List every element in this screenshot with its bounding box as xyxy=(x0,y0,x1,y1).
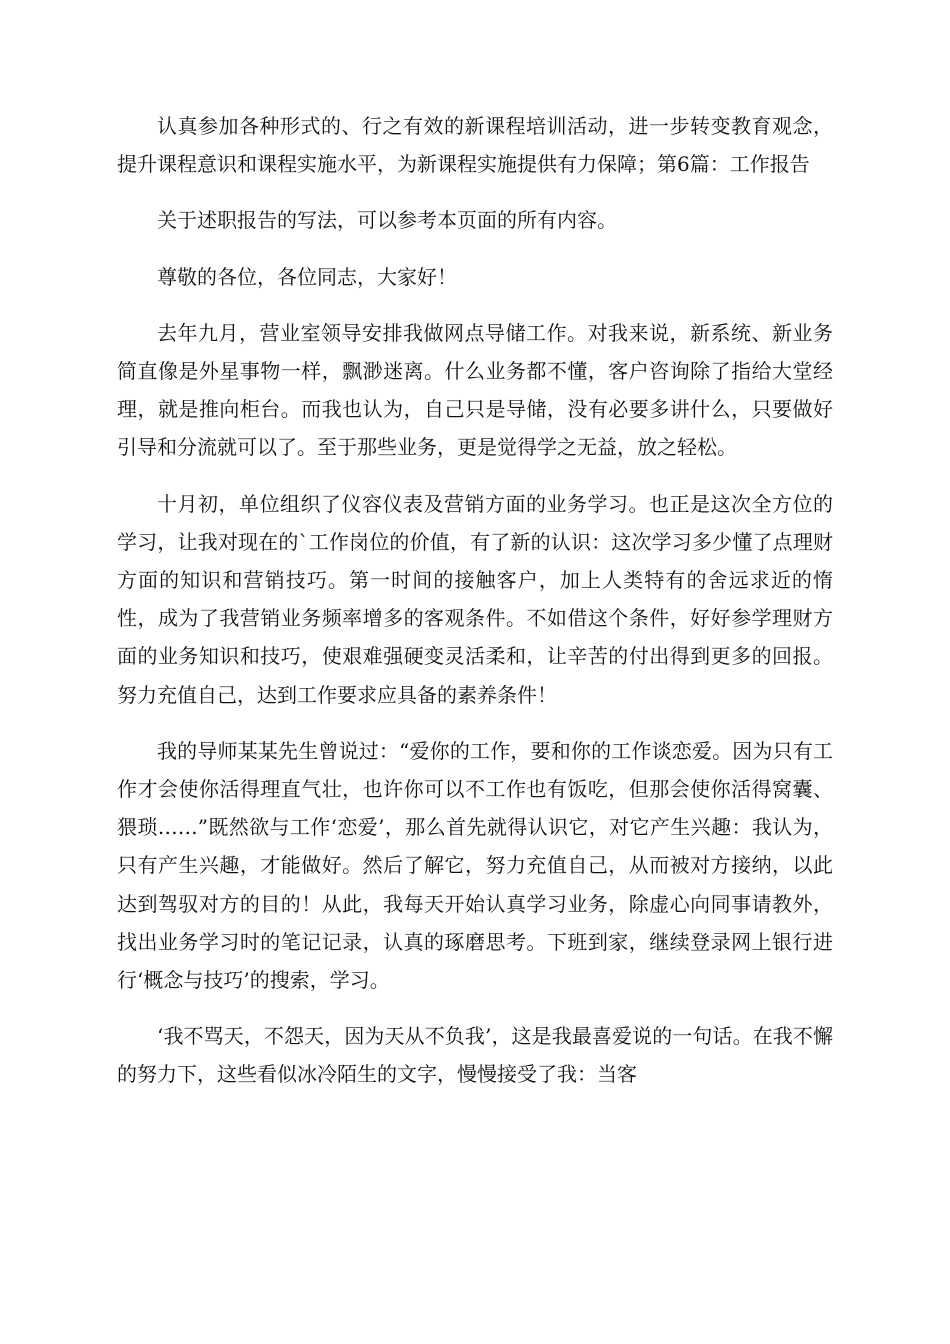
paragraph-motto: ‘我不骂天，不怨天，因为天从不负我’，这是我最喜爱说的一句话。在我不懈的努力下，这些看似冰冷陌生的文字，慢慢接受了我：当客 xyxy=(117,1024,833,1087)
paragraph-intro: 关于述职报告的写法，可以参考本页面的所有内容。 xyxy=(157,208,617,233)
paragraph-mentor: 我的导师某某先生曾说过：“爱你的工作，要和你的工作谈恋爱。因为只有工作才会使你活得理直气壮，也许你可以不工作也有饭吃，但那会使你活得窝囊、猥琐……”既然欲与工作‘恋爱’，那么首先就得认识它，对它产生兴趣：我认为，只有产生兴趣，才能做好。然后了解它，努力充值自己，从而被对方接纳，以此达到驾驭对方的目的！从此，我每天开始认真学习业务，除虚心向同事请教外，找出业务学习时的笔记记录，认真的琢磨思考。下班到家，继续登录网上银行进行‘概念与技巧’的搜索，学习。 xyxy=(117,738,833,993)
document-body xyxy=(117,107,833,1094)
paragraph-greeting: 尊敬的各位，各位同志，大家好！ xyxy=(157,264,457,289)
paragraph-september: 去年九月，营业室领导安排我做网点导储工作。对我来说，新系统、新业务简直像是外星事物一样，飘渺迷离。什么业务都不懂，客户咨询除了指给大堂经理，就是推向柜台。而我也认为，自己只是导储，没有必要多讲什么，只要做好引导和分流就可以了。至于那些业务，更是觉得学之无益，放之轻松。 xyxy=(117,320,833,460)
paragraph-training: 认真参加各种形式的、行之有效的新课程培训活动，进一步转变教育观念，提升课程意识和课程实施水平，为新课程实施提供有力保障；第6篇：工作报告 xyxy=(117,114,833,177)
paragraph-october: 十月初，单位组织了仪容仪表及营销方面的业务学习。也正是这次全方位的学习，让我对现在的`工作岗位的价值，有了新的认识：这次学习多少懂了点理财方面的知识和营销技巧。第一时间的接触客户，加上人类特有的舍远求近的惰性，成为了我营销业务频率增多的客观条件。不如借这个条件，好好参学理财方面的业务知识和技巧，使艰难强硬变灵活柔和，让辛苦的付出得到更多的回报。努力充值自己，达到工作要求应具备的素养条件！ xyxy=(117,491,833,707)
